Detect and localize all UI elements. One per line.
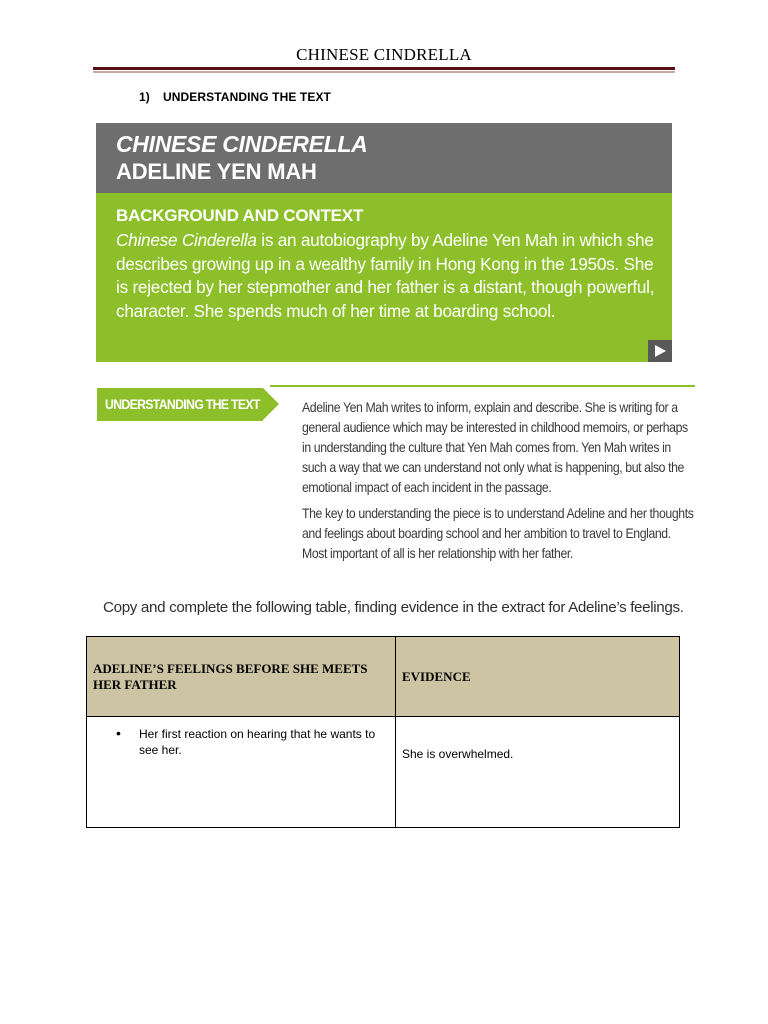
understanding-tab-label: UNDERSTANDING THE TEXT (105, 396, 260, 412)
understanding-tab-arrow (263, 388, 279, 420)
understanding-paragraph: The key to understanding the piece is to understand Adeline and her thoughts and feelings about boarding school and her ambition to travel to England. Most important of all is her relationship with her father. (302, 506, 694, 561)
background-text (116, 229, 664, 323)
section-number: 1) (139, 90, 150, 104)
book-author: ADELINE YEN MAH (116, 159, 317, 184)
background-body: is an autobiography by Adeline Yen Mah in which she describes growing up in a wealthy family in Hong Kong in the 1950s. She is rejected by her stepmother and her father is a distant, though powerful, character. She spends much of her time at boarding school. (116, 230, 655, 321)
background-book-title: Chinese Cinderella (116, 230, 257, 250)
play-button[interactable] (648, 340, 672, 362)
feeling-list (87, 726, 387, 758)
table-row (87, 717, 680, 828)
section-heading-text: UNDERSTANDING THE TEXT (163, 90, 331, 104)
feelings-table (86, 636, 680, 828)
section-heading (139, 90, 331, 104)
instruction-text: Copy and complete the following table, finding evidence in the extract for Adeline’s feelings. (103, 599, 684, 616)
background-context-panel (96, 193, 672, 362)
column-header-evidence: EVIDENCE (396, 637, 680, 717)
play-icon (654, 345, 666, 357)
feeling-item: • Her first reaction on hearing that he wants to see her. (139, 726, 387, 758)
book-banner-header (96, 123, 672, 193)
understanding-divider (270, 385, 695, 387)
header-divider (93, 67, 675, 70)
column-header-feelings: ADELINE’S FEELINGS BEFORE SHE MEETS HER FATHER (87, 637, 396, 717)
header-divider-shadow (93, 71, 675, 73)
understanding-paragraph: Adeline Yen Mah writes to inform, explain and describe. She is writing for a general audience which may be interested in childhood memoirs, or perhaps in understanding the culture that Yen Mah comes from. Yen Mah writes in such a way that we can understand not only what is happening, but also the emotional impact of each incident in the passage. (302, 400, 688, 495)
table-header-row (87, 637, 680, 717)
page-title: CHINESE CINDRELLA (296, 45, 472, 64)
understanding-text (302, 398, 694, 564)
evidence-cell: She is overwhelmed. (396, 717, 680, 828)
book-title: CHINESE CINDERELLA (116, 131, 368, 157)
feeling-cell (87, 717, 396, 828)
background-heading: BACKGROUND AND CONTEXT (116, 206, 364, 225)
